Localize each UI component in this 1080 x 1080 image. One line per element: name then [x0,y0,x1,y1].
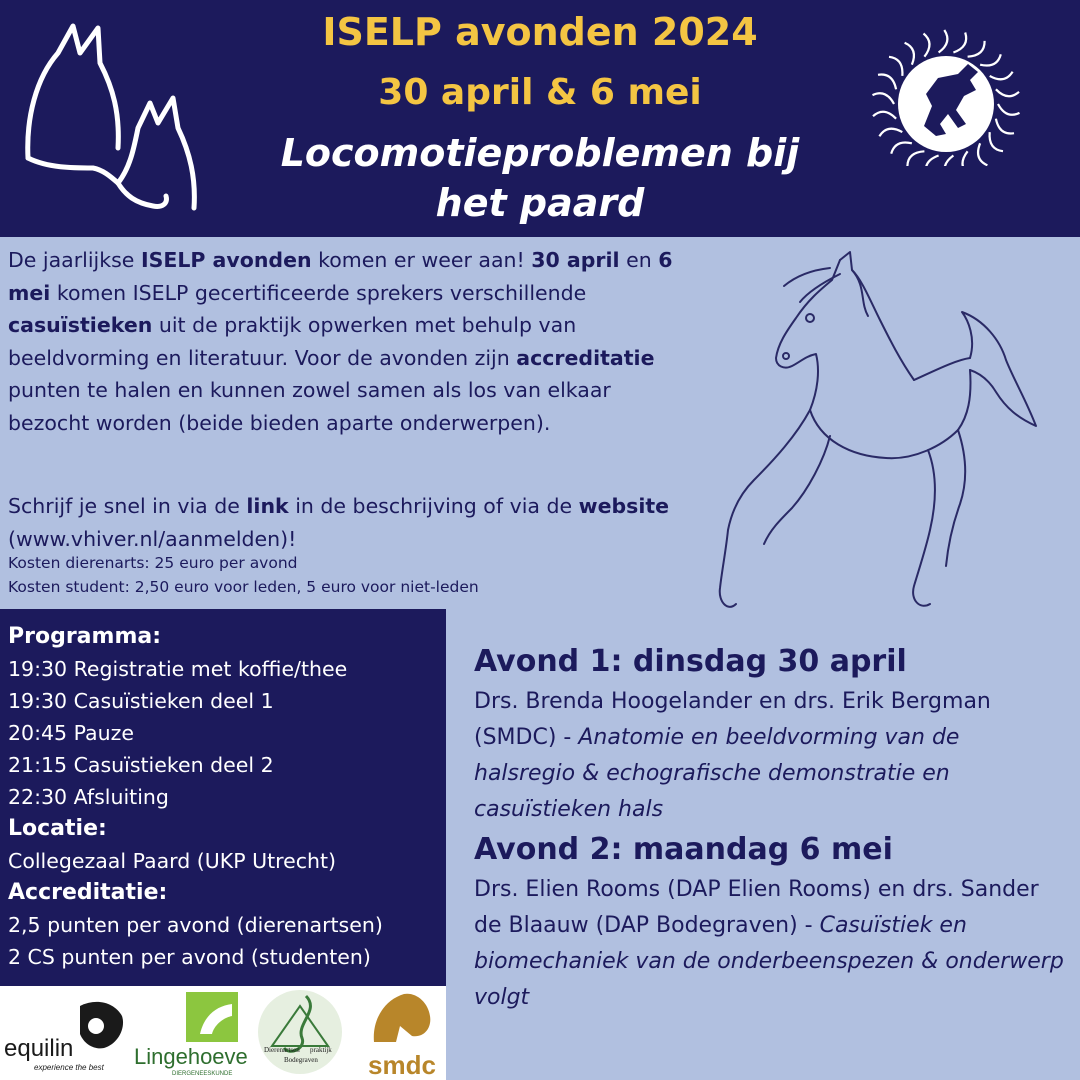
event2-topic: Casuïstiek en biomechaniek van de onderbeenspezen & onderwerp volgt [474,913,1064,1010]
horse-foal-logo-icon [18,18,208,218]
intro-paragraph: De jaarlijkse ISELP avonden komen er weer aan! 30 april en 6 mei komen ISELP gecertificeerde sprekers verschillende casuïstieken uit de praktijk opwerken met behulp van beeldvorming en literatuur. Voor de avonden zijn accreditatie punten te halen en kunnen zowel samen als los van elkaar bezocht worden (beide bieden aparte onderwerpen). [8,248,673,435]
sun-ray [978,143,987,165]
link-text: link [246,494,289,518]
header-banner [0,0,1080,237]
event-subtitle: Locomotieproblemen bij het paard [280,131,800,225]
sun-ray [891,142,912,153]
sun-ray [873,93,895,104]
galloping-horse-illustration [700,240,1050,620]
event2-title: Avond 2: maandag 6 mei [474,832,893,867]
event1-title: Avond 1: dinsdag 30 april [474,644,907,679]
website-text: website [578,494,670,518]
sun-ray [939,30,948,53]
cost-vet: Kosten dierenarts: 25 euro per avond [8,554,298,572]
equilin-text: equilin [4,1035,74,1062]
program-heading: Programma: [8,624,162,649]
smdc-text: smdc [368,1050,436,1080]
cost-student: Kosten student: 2,50 euro voor leden, 5 euro voor niet-leden [8,578,479,596]
event-dates: 30 april & 6 mei [378,72,702,113]
sun-horse-emblem-icon [866,6,1026,166]
website-url[interactable]: (www.vhiver.nl/aanmelden)! [8,526,297,551]
dap-line1: Dierenartsen [264,1046,300,1054]
sun-ray [953,33,966,53]
sun-ray [996,89,1019,96]
sponsor-logos [0,986,446,1080]
sun-ray [924,34,930,57]
sun-ray [990,72,1013,80]
program-item: 19:30 Casuïstieken deel 1 [8,689,274,713]
accreditation-heading: Accreditatie: [8,880,168,905]
sun-ray [963,151,969,166]
sun-ray [968,41,985,57]
sun-ray [905,43,914,65]
location-heading: Locatie: [8,816,107,841]
program-item: 22:30 Afsluiting [8,785,169,809]
sun-ray [990,132,1003,151]
accreditation-item: 2 CS punten per avond (studenten) [8,945,371,969]
location-value: Collegezaal Paard (UKP Utrecht) [8,849,336,873]
lingehoeve-text: Lingehoeve [134,1044,248,1069]
dap-bodegraven-logo-icon [258,990,342,1074]
program-item: 20:45 Pauze [8,721,134,745]
event-title: ISELP avonden 2024 [322,10,758,54]
dap-line2: praktijk [310,1046,332,1054]
sun-ray [926,156,939,167]
signup-paragraph: Schrijf je snel in via de link in de beschrijving of via de website (www.vhiver.nl/aanmelden)! [8,494,670,551]
sun-ray [878,75,896,90]
program-panel [0,609,446,986]
program-item: 21:15 Casuïstieken deel 2 [8,753,274,777]
event1-description [474,684,1064,828]
event2-description [474,872,1064,1016]
sun-ray [998,104,1020,115]
sun-ray [907,151,924,166]
sun-ray [980,54,1001,65]
sun-ray [996,119,1014,134]
lingehoeve-sub: DIERGENEESKUNDE [172,1071,233,1077]
sun-ray [873,112,896,119]
sun-ray [889,57,902,76]
dap-line3: Bodegraven [284,1056,318,1064]
event2-speakers: Drs. Elien Rooms (DAP Elien Rooms) en drs. Sander de Blaauw (DAP Bodegraven) - [474,877,1039,938]
events-section [474,640,1064,1016]
program-item: 19:30 Registratie met koffie/thee [8,657,348,681]
sun-ray [879,129,902,137]
event1-speakers: Drs. Brenda Hoogelander en drs. Erik Bergman (SMDC) - [474,689,991,750]
equilin-tagline: experience the best [34,1063,104,1072]
accreditation-item: 2,5 punten per avond (dierenartsen) [8,913,383,937]
event1-topic: Anatomie en beeldvorming van de halsregio & echografische demonstratie en casuïstieken hals [474,725,960,822]
sun-ray [945,156,954,167]
